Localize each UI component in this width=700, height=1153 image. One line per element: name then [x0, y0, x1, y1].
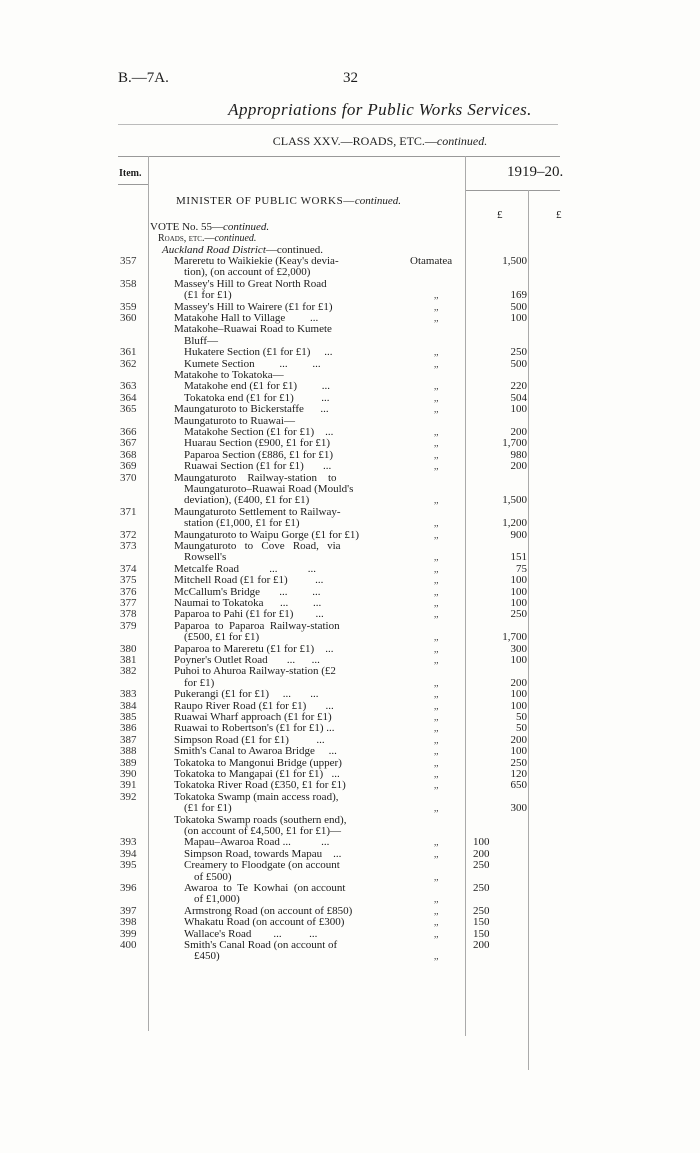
ditto-mark: ,,	[434, 723, 439, 734]
amount-value: 200	[510, 676, 527, 689]
item-description: Massey's Hill to Wairere (£1 for £1)	[174, 300, 333, 313]
ditto-mark: ,,	[434, 438, 439, 449]
table-row	[0, 575, 700, 586]
item-number: 364	[120, 391, 137, 404]
amount-value: 75	[516, 562, 527, 575]
item-description: Mapau–Awaroa Road ... ...	[184, 836, 330, 849]
item-description: Paparoa to Paparoa Railway-station	[174, 619, 340, 632]
ditto-mark: ,,	[434, 358, 439, 369]
item-number: 384	[120, 699, 137, 712]
sub-amount-value: 200	[473, 847, 490, 860]
item-number: 391	[120, 779, 137, 792]
table-row	[0, 849, 700, 860]
item-description: Matakohe to Tokatoka—	[174, 369, 284, 381]
item-number: 373	[120, 540, 137, 552]
item-number: 375	[120, 574, 137, 587]
item-description: Bluff—	[184, 334, 219, 347]
item-description: McCallum's Bridge ... ...	[174, 585, 321, 598]
item-number: 387	[120, 733, 137, 746]
sub-amount-value: 250	[473, 859, 490, 872]
item-description: Whakatu Road (on account of £300)	[184, 916, 345, 929]
item-description: Tokatoka end (£1 for £1) ...	[184, 391, 330, 404]
item-number: 385	[120, 711, 137, 723]
item-number: 366	[120, 426, 137, 438]
table-row	[0, 655, 700, 666]
ditto-mark: ,,	[434, 313, 439, 323]
class-heading: CLASS XXV.—ROADS, ETC.—continued.	[272, 134, 488, 148]
table-row	[0, 837, 700, 848]
table-row	[0, 279, 700, 302]
item-description: Kumete Section ... ...	[184, 357, 321, 370]
item-number: 372	[120, 528, 137, 541]
year-header-rule	[465, 190, 560, 191]
table-row	[0, 313, 700, 324]
amount-value: 1,700	[502, 631, 527, 644]
item-description: Mitchell Road (£1 for £1) ...	[174, 574, 324, 587]
amount-value: 300	[510, 802, 527, 815]
item-description: Tokatoka to Mangapai (£1 for £1) ...	[174, 768, 340, 780]
item-number: 377	[120, 597, 137, 609]
title-rule	[118, 124, 558, 125]
ditto-mark: ,,	[434, 894, 439, 905]
item-description: Matakohe Hall to Village ...	[174, 312, 319, 324]
item-number: 393	[120, 836, 137, 849]
item-number: 381	[120, 654, 137, 666]
ditto-mark: ,,	[434, 518, 439, 529]
ditto-mark: ,,	[434, 803, 439, 814]
amount-value: 1,500	[502, 494, 527, 507]
item-number: 380	[120, 642, 137, 655]
item-description: Matakohe–Ruawai Road to Kumete	[174, 323, 332, 336]
table-row	[0, 450, 700, 461]
ditto-mark: ,,	[434, 655, 439, 665]
item-number: 383	[120, 688, 137, 701]
ditto-mark: ,,	[434, 381, 439, 392]
item-description: Metcalfe Road ... ...	[174, 562, 317, 575]
item-description: Massey's Hill to Great North Road	[174, 277, 327, 290]
ditto-mark: ,,	[434, 609, 439, 620]
ditto-mark: ,,	[434, 575, 439, 586]
amount-value: 100	[510, 699, 527, 712]
sub-amount-value: 250	[473, 904, 490, 917]
document-code: B.—7A.	[118, 70, 169, 86]
amount-value: 100	[510, 654, 527, 666]
amount-value: 1,700	[502, 437, 527, 450]
ditto-mark: ,,	[434, 290, 439, 301]
table-row	[0, 461, 700, 472]
amount-value: 650	[510, 779, 527, 792]
table-row	[0, 587, 700, 598]
ditto-mark: ,,	[434, 780, 439, 791]
item-number: 392	[120, 790, 137, 803]
ditto-mark: ,,	[434, 689, 439, 700]
item-description: Maungaturoto Railway-station to	[174, 471, 337, 484]
ditto-mark: ,,	[434, 757, 439, 768]
ditto-mark: ,,	[434, 643, 439, 654]
item-number: 357	[120, 255, 137, 267]
pound-symbol-col1: £	[497, 209, 503, 221]
item-description: Simpson Road (£1 for £1) ...	[174, 733, 325, 746]
item-number: 376	[120, 585, 137, 598]
item-number: 399	[120, 927, 137, 940]
item-description: station (£1,000, £1 for £1)	[184, 517, 300, 530]
item-number: 360	[120, 312, 137, 324]
table-row	[0, 792, 700, 815]
item-description: Tokatoka Swamp roads (southern end),	[174, 813, 347, 826]
table-row	[0, 929, 700, 940]
ditto-mark: ,,	[434, 529, 439, 540]
table-row	[0, 701, 700, 712]
table-row	[0, 609, 700, 620]
item-number: 395	[120, 859, 137, 872]
ditto-mark: ,,	[434, 928, 439, 939]
item-description: Maungaturoto to Bickerstaffe ...	[174, 403, 329, 416]
ditto-mark: ,,	[434, 677, 439, 688]
amount-value: 1,200	[502, 517, 527, 530]
item-number: 396	[120, 882, 137, 894]
amount-value: 50	[516, 711, 527, 723]
table-row	[0, 746, 700, 757]
ditto-mark: ,,	[434, 917, 439, 928]
ditto-mark: ,,	[434, 712, 439, 722]
amount-value: 1,500	[502, 255, 527, 267]
item-description: (£1 for £1)	[184, 802, 232, 815]
ditto-mark: ,,	[434, 905, 439, 916]
ditto-mark: ,,	[434, 598, 439, 608]
item-number: 397	[120, 904, 137, 917]
item-column-header: Item.	[119, 168, 142, 179]
table-row	[0, 324, 700, 347]
amount-value: 100	[510, 585, 527, 598]
item-number: 378	[120, 608, 137, 621]
item-description: (£500, £1 for £1)	[184, 631, 260, 644]
ditto-mark: ,,	[434, 301, 439, 312]
item-number: 358	[120, 277, 137, 290]
item-number: 368	[120, 448, 137, 461]
ditto-mark: ,,	[434, 392, 439, 403]
item-header-rule	[118, 184, 148, 185]
item-description: Paparoa to Mareretu (£1 for £1) ...	[174, 642, 334, 655]
item-description: Tokatoka Swamp (main access road),	[174, 790, 339, 803]
table-row	[0, 598, 700, 609]
item-number: 394	[120, 847, 137, 860]
item-description: Paparoa Section (£886, £1 for £1)	[184, 448, 334, 461]
item-number: 367	[120, 437, 137, 450]
ditto-mark: ,,	[434, 871, 439, 882]
ditto-mark: ,,	[434, 734, 439, 745]
item-description: Paparoa to Pahi (£1 for £1) ...	[174, 608, 324, 621]
amount-value: 200	[510, 460, 527, 473]
item-number: 374	[120, 562, 137, 575]
item-description: Creamery to Floodgate (on account	[184, 859, 340, 872]
table-row	[0, 917, 700, 928]
district-location: Otamatea	[410, 255, 453, 267]
table-row	[0, 906, 700, 917]
sub-amount-value: 250	[473, 882, 490, 894]
item-description: Raupo River Road (£1 for £1) ...	[174, 699, 334, 712]
table-row	[0, 256, 700, 279]
item-number: 382	[120, 665, 137, 678]
item-number: 363	[120, 380, 137, 393]
item-description: Tokatoka River Road (£350, £1 for £1)	[174, 779, 346, 792]
roads-heading: Roads, etc.—continued.	[158, 233, 257, 244]
item-number: 361	[120, 346, 137, 359]
item-description: Wallace's Road ... ...	[184, 927, 318, 940]
year-header: 1919–20.	[507, 164, 564, 180]
table-row	[0, 883, 700, 906]
item-description: Maungaturoto Settlement to Railway-	[174, 505, 341, 518]
amount-value: 200	[510, 733, 527, 746]
table-row	[0, 302, 700, 313]
amount-value: 500	[510, 300, 527, 313]
sub-amount-value: 150	[473, 927, 490, 940]
item-description: tion), (on account of £2,000)	[184, 266, 311, 279]
item-number: 370	[120, 471, 137, 484]
item-number: 365	[120, 403, 137, 416]
table-row	[0, 347, 700, 358]
item-number: 359	[120, 300, 137, 313]
amount-value: 200	[510, 426, 527, 438]
table-row	[0, 370, 700, 381]
item-description: Maungaturoto to Waipu Gorge (£1 for £1)	[174, 528, 360, 541]
table-row	[0, 723, 700, 734]
item-description: Maungaturoto to Cove Road, via	[174, 540, 341, 552]
item-description: Simpson Road, towards Mapau ...	[184, 847, 342, 860]
item-description: Ruawai to Robertson's (£1 for £1) ...	[174, 722, 335, 735]
amount-value: 980	[510, 448, 527, 461]
item-description: Mareretu to Waikiekie (Keay's devia-	[174, 255, 339, 267]
item-description: Puhoi to Ahuroa Railway-station (£2	[174, 665, 336, 678]
ditto-mark: ,,	[434, 563, 439, 574]
district-heading: Auckland Road District—continued.	[162, 244, 324, 256]
table-row	[0, 438, 700, 449]
item-description: Smith's Canal Road (on account of	[184, 939, 338, 951]
amount-value: 100	[510, 403, 527, 416]
table-top-rule	[118, 156, 560, 157]
vote-heading: VOTE No. 55—continued.	[150, 221, 270, 233]
ditto-mark: ,,	[434, 427, 439, 437]
ditto-mark: ,,	[434, 746, 439, 757]
ditto-mark: ,,	[434, 347, 439, 358]
amount-value: 500	[510, 357, 527, 370]
table-row	[0, 416, 700, 427]
table-row	[0, 735, 700, 746]
item-number: 388	[120, 745, 137, 758]
ditto-mark: ,,	[434, 769, 439, 779]
table-row	[0, 666, 700, 689]
amount-value: 169	[510, 289, 527, 302]
table-row	[0, 815, 700, 838]
item-description: Huarau Section (£900, £1 for £1)	[184, 437, 331, 450]
ditto-mark: ,,	[434, 951, 439, 962]
amount-value: 900	[510, 528, 527, 541]
table-row	[0, 530, 700, 541]
item-description: for £1)	[184, 676, 215, 689]
item-description: deviation), (£400, £1 for £1)	[184, 494, 310, 507]
amount-value: 151	[510, 551, 527, 564]
page-number: 32	[343, 70, 358, 86]
table-row	[0, 541, 700, 564]
amount-value: 100	[510, 688, 527, 701]
amount-value: 120	[510, 768, 527, 780]
item-description: of £500)	[194, 870, 232, 883]
ditto-mark: ,,	[434, 837, 439, 848]
ditto-mark: ,,	[434, 848, 439, 859]
item-description: Pukerangi (£1 for £1) ... ...	[174, 688, 319, 701]
table-row	[0, 427, 700, 438]
item-number: 390	[120, 768, 137, 780]
ditto-mark: ,,	[434, 404, 439, 415]
item-number: 369	[120, 460, 137, 473]
item-number: 400	[120, 939, 137, 951]
item-description: Matakohe Section (£1 for £1) ...	[184, 426, 334, 438]
ditto-mark: ,,	[434, 586, 439, 597]
item-number: 379	[120, 619, 137, 632]
sub-amount-value: 200	[473, 939, 490, 951]
amount-value: 100	[510, 597, 527, 609]
item-description: Maungaturoto–Ruawai Road (Mould's	[184, 482, 354, 495]
ditto-mark: ,,	[434, 552, 439, 563]
item-description: Matakohe end (£1 for £1) ...	[184, 380, 331, 393]
minister-heading: MINISTER OF PUBLIC WORKS—continued.	[176, 195, 402, 207]
item-description: (on account of £4,500, £1 for £1)—	[184, 824, 342, 837]
item-description: Awaroa to Te Kowhai (on account	[184, 882, 346, 894]
table-row	[0, 940, 700, 963]
item-description: of £1,000)	[194, 893, 240, 906]
table-row	[0, 404, 700, 415]
amount-value: 504	[510, 391, 527, 404]
amount-value: 220	[510, 380, 527, 393]
item-description: Poyner's Outlet Road ... ...	[174, 654, 320, 666]
table-row	[0, 644, 700, 655]
table-row	[0, 780, 700, 791]
item-description: Smith's Canal to Awaroa Bridge ...	[174, 745, 337, 758]
table-row	[0, 359, 700, 370]
item-description: Rowsell's	[184, 551, 227, 564]
table-row	[0, 712, 700, 723]
table-row	[0, 507, 700, 530]
amount-value: 100	[510, 745, 527, 758]
item-description: Ruawai Wharf approach (£1 for £1)	[174, 711, 332, 723]
amount-value: 100	[510, 312, 527, 324]
item-number: 386	[120, 722, 137, 735]
item-number: 389	[120, 756, 137, 769]
item-description: Hukatere Section (£1 for £1) ...	[184, 346, 333, 359]
sub-amount-value: 150	[473, 916, 490, 929]
pound-symbol-col2: £	[556, 209, 562, 221]
item-description: Tokatoka to Mangonui Bridge (upper)	[174, 756, 342, 769]
amount-value: 50	[516, 722, 527, 735]
ditto-mark: ,,	[434, 632, 439, 643]
table-row	[0, 381, 700, 392]
item-number: 371	[120, 505, 137, 518]
ditto-mark: ,,	[434, 449, 439, 460]
page-title: Appropriations for Public Works Services.	[228, 100, 532, 119]
table-row	[0, 860, 700, 883]
ditto-mark: ,,	[434, 461, 439, 472]
item-description: £450)	[194, 950, 220, 963]
table-row	[0, 393, 700, 404]
item-description: (£1 for £1)	[184, 289, 232, 302]
item-description: Ruawai Section (£1 for £1) ...	[184, 460, 332, 473]
ditto-mark: ,,	[434, 700, 439, 711]
item-number: 362	[120, 357, 137, 370]
sub-amount-value: 100	[473, 836, 490, 849]
amount-value: 250	[510, 608, 527, 621]
table-row	[0, 758, 700, 769]
item-description: Naumai to Tokatoka ... ...	[174, 597, 322, 609]
amount-value: 100	[510, 574, 527, 587]
item-description: Armstrong Road (on account of £850)	[184, 904, 353, 917]
table-row	[0, 564, 700, 575]
table-row	[0, 689, 700, 700]
table-row	[0, 473, 700, 507]
table-row	[0, 621, 700, 644]
table-row	[0, 769, 700, 780]
amount-value: 250	[510, 346, 527, 359]
ditto-mark: ,,	[434, 495, 439, 506]
item-number: 398	[120, 916, 137, 929]
item-description: Maungaturoto to Ruawai—	[174, 414, 295, 427]
amount-value: 300	[510, 642, 527, 655]
amount-value: 250	[510, 756, 527, 769]
